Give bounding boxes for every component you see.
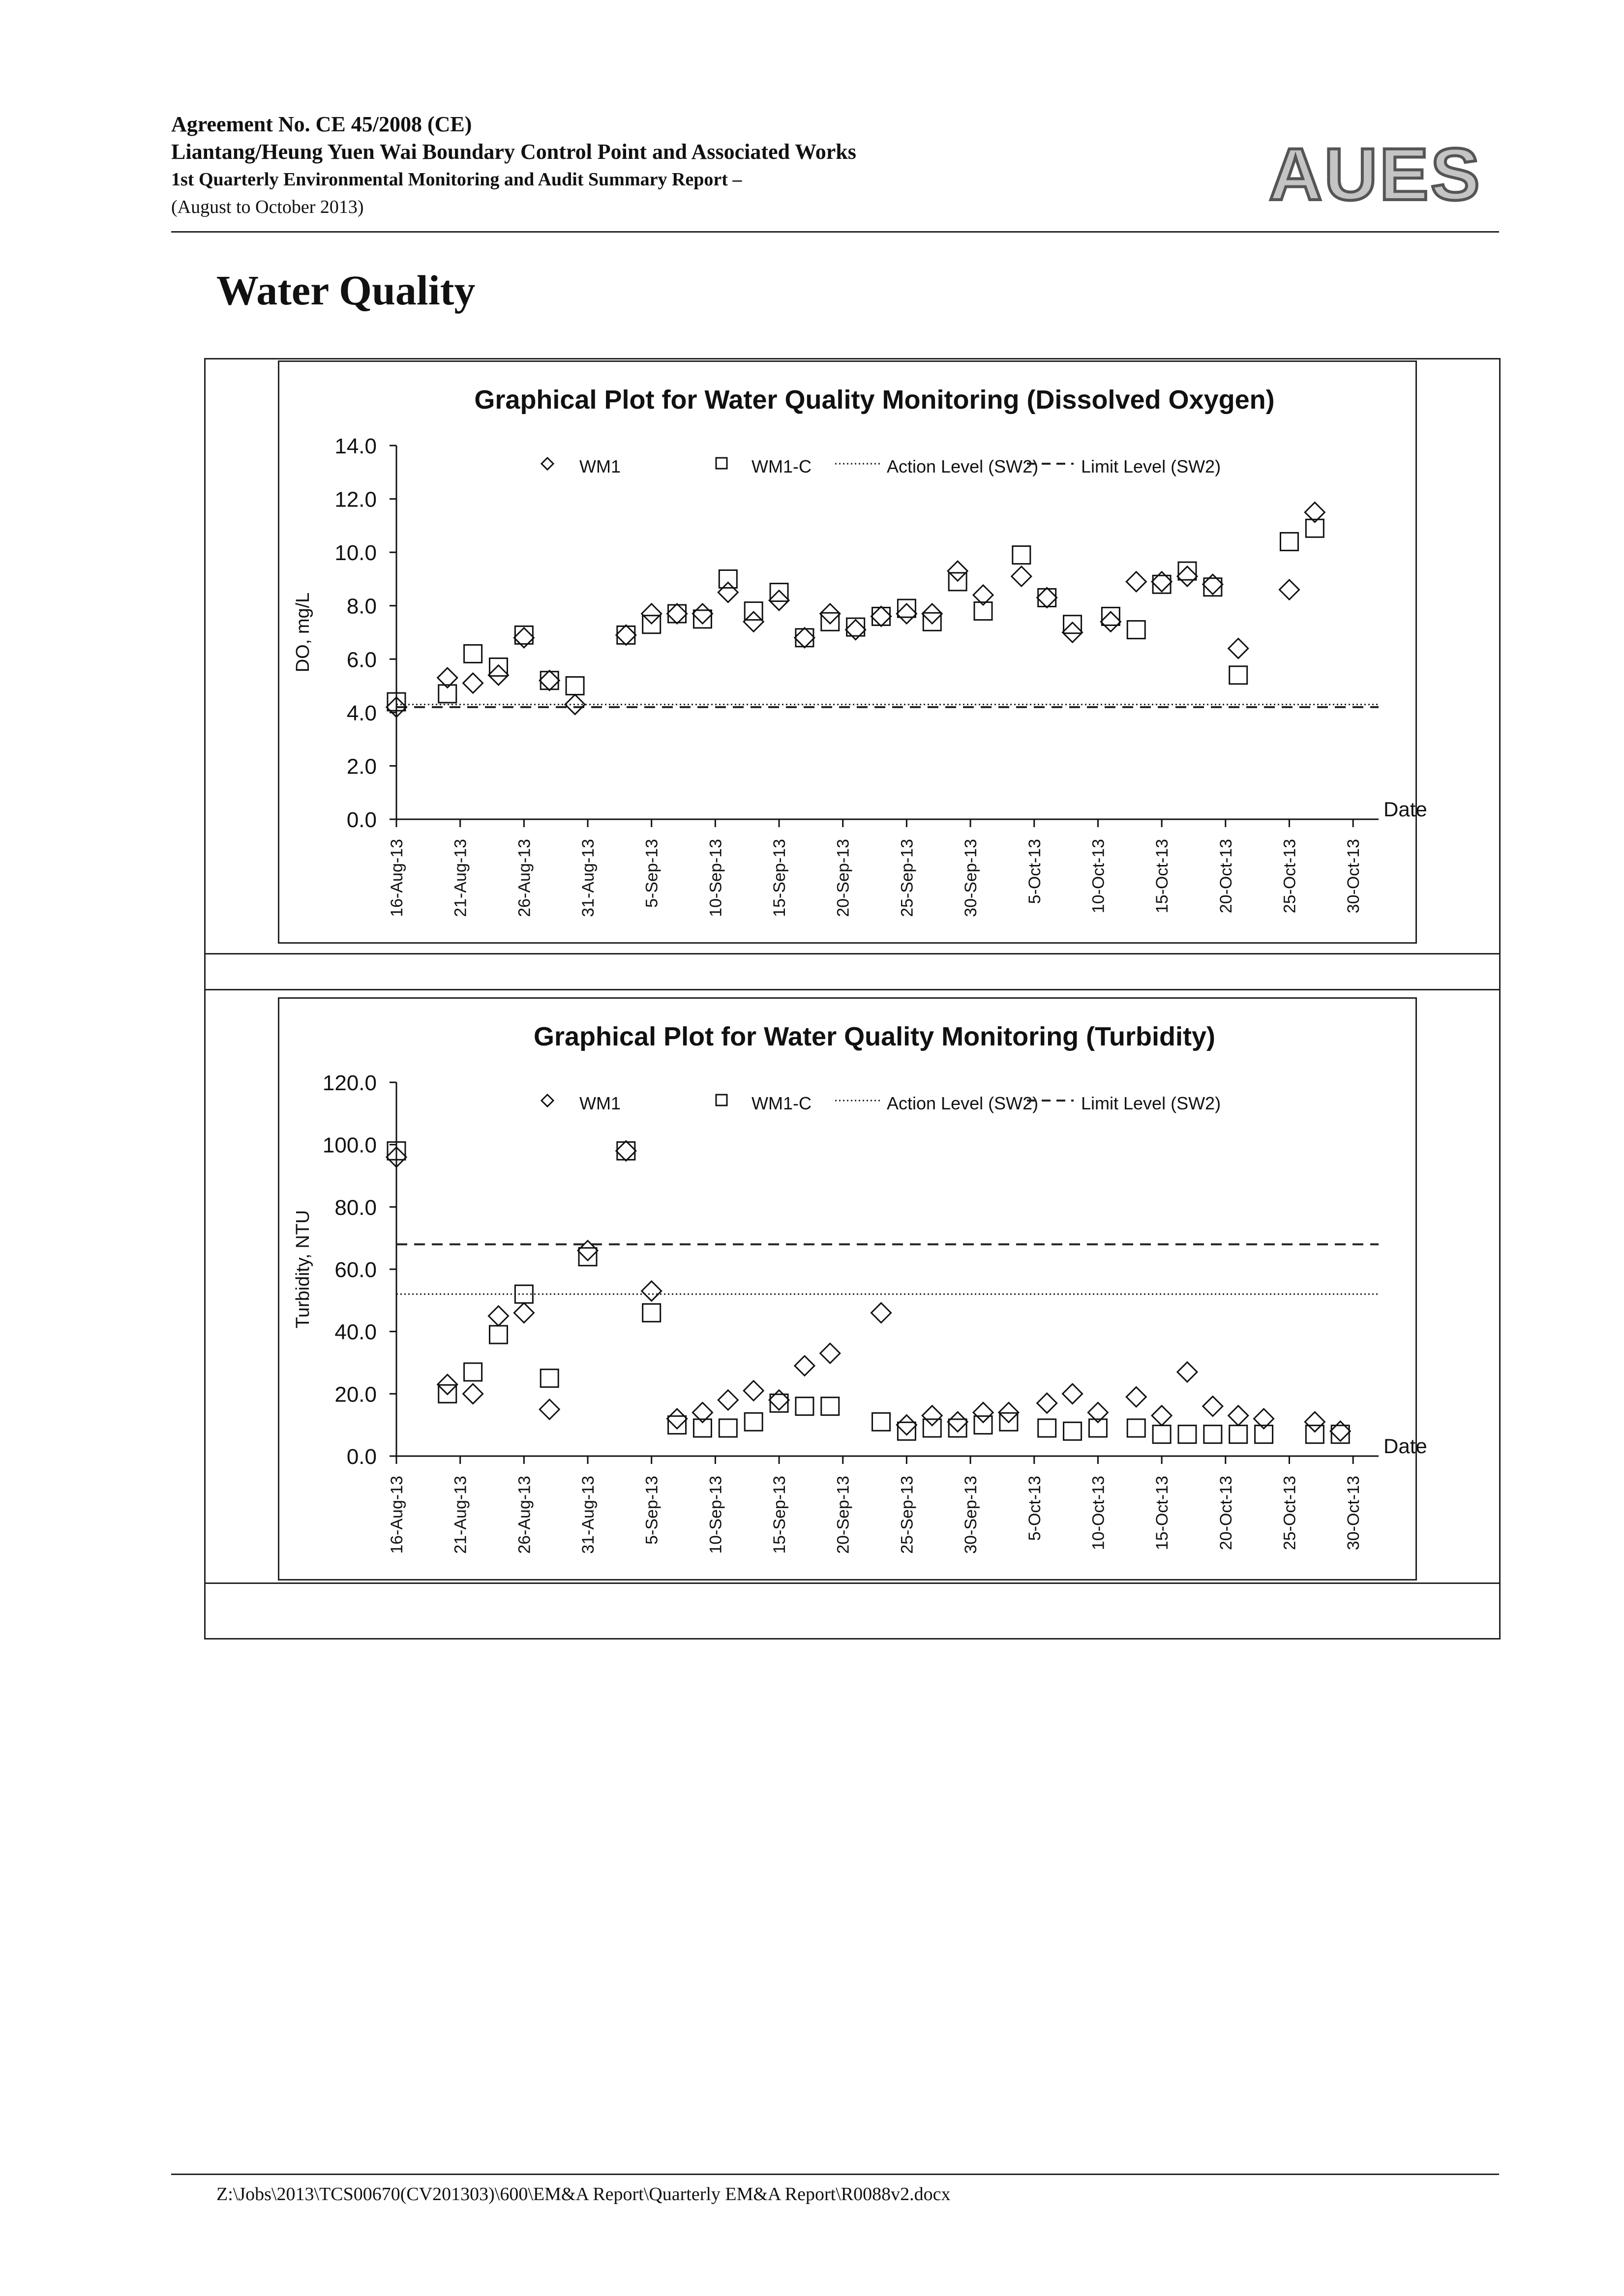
x-tick-label: 20-Oct-13 [1216,1476,1235,1551]
point-wm1 [1037,588,1057,607]
point-wm1-c [566,677,584,695]
point-wm1 [1063,623,1083,642]
x-tick-label: 15-Sep-13 [770,1476,789,1554]
point-wm1-c [1280,533,1298,550]
x-tick-label: 15-Oct-13 [1153,839,1172,914]
point-wm1 [948,1412,967,1431]
point-wm1-c [1064,616,1082,633]
legend-action-level-label: Action Level (SW2) [887,1093,1039,1113]
x-tick-label: 25-Sep-13 [898,1476,917,1554]
y-tick-label: 2.0 [346,754,377,779]
x-tick-label: 30-Sep-13 [962,1476,981,1554]
point-wm1 [769,591,789,610]
chart-box-dissolved-oxygen [278,360,1427,944]
x-tick-label: 25-Oct-13 [1280,1476,1299,1551]
chart-title: Graphical Plot for Water Quality Monitoring (Dissolved Oxygen) [474,385,1275,415]
y-tick-label: 40.0 [334,1320,377,1344]
section-title: Water Quality [216,267,476,314]
point-wm1 [1177,567,1197,586]
x-tick-label: 15-Oct-13 [1153,1476,1172,1551]
point-wm1 [667,1409,687,1429]
x-tick-label: 26-Aug-13 [515,1476,534,1554]
point-wm1-c [1064,1422,1082,1440]
x-tick-label: 5-Oct-13 [1025,839,1044,904]
x-tick-label: 10-Sep-13 [706,1476,725,1554]
legend-limit-level-label: Limit Level (SW2) [1081,456,1221,477]
point-wm1 [744,612,763,631]
point-wm1-c [923,1419,941,1437]
point-wm1 [769,1390,789,1410]
turbidity-chart [279,999,1427,1579]
x-axis-label: Date [1383,1434,1427,1458]
report-period: (August to October 2013) [171,197,364,217]
footer-divider [171,2174,1499,2175]
point-wm1 [1101,612,1120,631]
point-wm1 [897,1415,916,1435]
point-wm1-c [719,570,737,588]
point-wm1 [540,1400,559,1419]
point-wm1 [820,604,840,624]
header-divider [171,231,1499,233]
point-wm1 [744,1381,763,1401]
y-tick-label: 20.0 [334,1382,377,1407]
legend-wm1c-label: WM1-C [752,1093,812,1113]
point-wm1-c [821,613,839,630]
chart-table-bottom-row [204,1582,1501,1640]
point-wm1 [795,1356,814,1375]
point-wm1 [948,561,967,581]
legend-action-level-label: Action Level (SW2) [887,456,1039,477]
point-wm1-c [898,1422,915,1440]
x-tick-label: 10-Sep-13 [706,839,725,917]
point-wm1 [1203,1397,1223,1416]
point-wm1-c [1102,607,1119,625]
point-wm1 [1229,639,1248,658]
x-tick-label: 10-Oct-13 [1089,839,1108,914]
x-tick-label: 21-Aug-13 [451,839,470,917]
point-wm1-c [898,599,915,617]
point-wm1 [616,1141,636,1161]
y-tick-label: 0.0 [346,808,377,832]
point-wm1-c [693,610,711,628]
point-wm1-c [1230,1426,1247,1443]
point-wm1-c [872,1413,890,1431]
point-wm1-c [796,629,813,647]
point-wm1-c [541,1370,558,1387]
point-wm1-c [1038,1419,1056,1437]
point-wm1 [692,604,712,624]
point-wm1-c [643,1304,661,1322]
point-wm1-c [1178,1426,1196,1443]
point-wm1-c [872,607,890,625]
x-tick-label: 16-Aug-13 [388,839,406,917]
point-wm1 [872,1303,891,1323]
x-tick-label: 31-Aug-13 [579,1476,598,1554]
point-wm1-c [489,658,507,676]
point-wm1 [1152,1406,1172,1426]
x-tick-label: 26-Aug-13 [515,839,534,917]
y-tick-label: 12.0 [334,487,377,512]
point-wm1 [1177,1362,1197,1382]
point-wm1 [616,625,636,645]
aues-logo: AUES [1269,133,1482,215]
point-wm1 [540,671,559,690]
point-wm1-c [1178,562,1196,580]
point-wm1-c [949,1419,966,1437]
point-wm1 [1037,1393,1057,1413]
y-axis-label: Turbidity, NTU [293,1210,313,1329]
point-wm1-c [668,605,686,623]
point-wm1 [488,665,508,685]
x-tick-label: 30-Oct-13 [1344,1476,1363,1551]
x-tick-label: 16-Aug-13 [388,1476,406,1554]
y-tick-label: 80.0 [334,1195,377,1220]
y-tick-label: 14.0 [334,434,377,458]
y-tick-label: 4.0 [346,701,377,725]
point-wm1 [642,604,662,624]
chart-title: Graphical Plot for Water Quality Monitoring (Turbidity) [534,1022,1215,1051]
point-wm1-c [464,645,482,662]
chart-table-spacer-row [204,953,1501,990]
x-tick-label: 5-Sep-13 [642,839,662,908]
x-tick-label: 21-Aug-13 [451,1476,470,1554]
x-tick-label: 30-Oct-13 [1344,839,1363,914]
y-tick-label: 8.0 [346,594,377,619]
x-axis-label: Date [1383,798,1427,821]
x-tick-label: 25-Oct-13 [1280,839,1299,914]
point-wm1 [463,673,483,693]
project-title: Liantang/Heung Yuen Wai Boundary Control Point and Associated Works [171,140,856,164]
point-wm1 [1229,1406,1248,1426]
y-tick-label: 10.0 [334,541,377,566]
legend-wm1c-label: WM1-C [752,456,812,477]
point-wm1-c [1204,1426,1222,1443]
x-tick-label: 31-Aug-13 [579,839,598,917]
point-wm1 [718,583,738,602]
point-wm1-c [745,1413,762,1431]
point-wm1 [872,606,891,626]
legend-wm1c-square-marker [716,458,727,469]
y-tick-label: 60.0 [334,1258,377,1282]
chart-box-turbidity [278,997,1427,1580]
point-wm1 [1012,567,1031,586]
point-wm1 [1063,1384,1083,1403]
point-wm1-c [770,584,788,601]
y-tick-label: 100.0 [322,1133,377,1158]
legend-wm1-label: WM1 [579,456,621,477]
x-tick-label: 10-Oct-13 [1089,1476,1108,1551]
point-wm1-c [617,1142,635,1160]
point-wm1 [514,1303,534,1323]
chart-legend [541,456,1221,477]
point-wm1 [922,1406,942,1426]
point-wm1 [973,1402,993,1422]
point-wm1-c [1127,1419,1145,1437]
point-wm1-c [796,1398,813,1415]
x-tick-label: 20-Sep-13 [834,839,853,917]
y-tick-label: 6.0 [346,648,377,672]
point-wm1-c [974,1416,992,1434]
agreement-number: Agreement No. CE 45/2008 (CE) [171,112,472,136]
point-wm1-c [464,1363,482,1381]
y-tick-label: 0.0 [346,1445,377,1469]
legend-wm1-diamond-marker [541,458,553,470]
point-wm1 [820,1343,840,1363]
point-wm1-c [1153,1426,1171,1443]
point-wm1 [1305,1412,1324,1431]
x-tick-label: 25-Sep-13 [898,839,917,917]
y-tick-label: 120.0 [322,1071,377,1095]
point-wm1-c [1013,546,1030,564]
point-wm1 [667,604,687,624]
point-wm1 [1126,572,1146,592]
x-tick-label: 20-Sep-13 [834,1476,853,1554]
point-wm1-c [1306,1426,1323,1443]
point-wm1 [1126,1387,1146,1407]
point-wm1-c [1127,621,1145,639]
legend-wm1c-square-marker [716,1095,727,1105]
x-tick-label: 5-Oct-13 [1025,1476,1044,1541]
point-wm1-c [821,1398,839,1415]
point-wm1-c [1038,589,1056,606]
x-tick-label: 15-Sep-13 [770,839,789,917]
x-tick-label: 30-Sep-13 [962,839,981,917]
point-wm1 [1279,580,1299,599]
point-wm1 [1330,1421,1350,1441]
point-wm1-c [668,1416,686,1434]
x-tick-label: 20-Oct-13 [1216,839,1235,914]
x-tick-label: 5-Sep-13 [642,1476,662,1545]
point-wm1 [718,1390,738,1410]
point-wm1 [922,604,942,624]
y-axis-label: DO, mg/L [293,592,313,673]
legend-limit-level-label: Limit Level (SW2) [1081,1093,1221,1113]
point-wm1-c [923,613,941,630]
point-wm1-c [579,1248,597,1266]
point-wm1-c [1230,666,1247,684]
legend-wm1-diamond-marker [541,1095,553,1106]
point-wm1-c [541,672,558,689]
dissolved-oxygen-chart [279,362,1427,942]
point-wm1 [642,1281,662,1301]
point-wm1-c [617,626,635,644]
point-wm1 [795,628,814,648]
footer-file-path: Z:\Jobs\2013\TCS00670(CV201303)\600\EM&A Report\Quarterly EM&A Report\R0088v2.docx [216,2184,951,2205]
point-wm1 [463,1384,483,1403]
legend-wm1-label: WM1 [579,1093,621,1113]
point-wm1-c [719,1419,737,1437]
point-wm1-c [515,1285,533,1303]
chart-legend [541,1093,1221,1113]
point-wm1 [897,604,916,624]
report-title: 1st Quarterly Environmental Monitoring and Audit Summary Report – [171,169,742,190]
point-wm1 [488,1306,508,1326]
point-wm1-c [489,1326,507,1343]
